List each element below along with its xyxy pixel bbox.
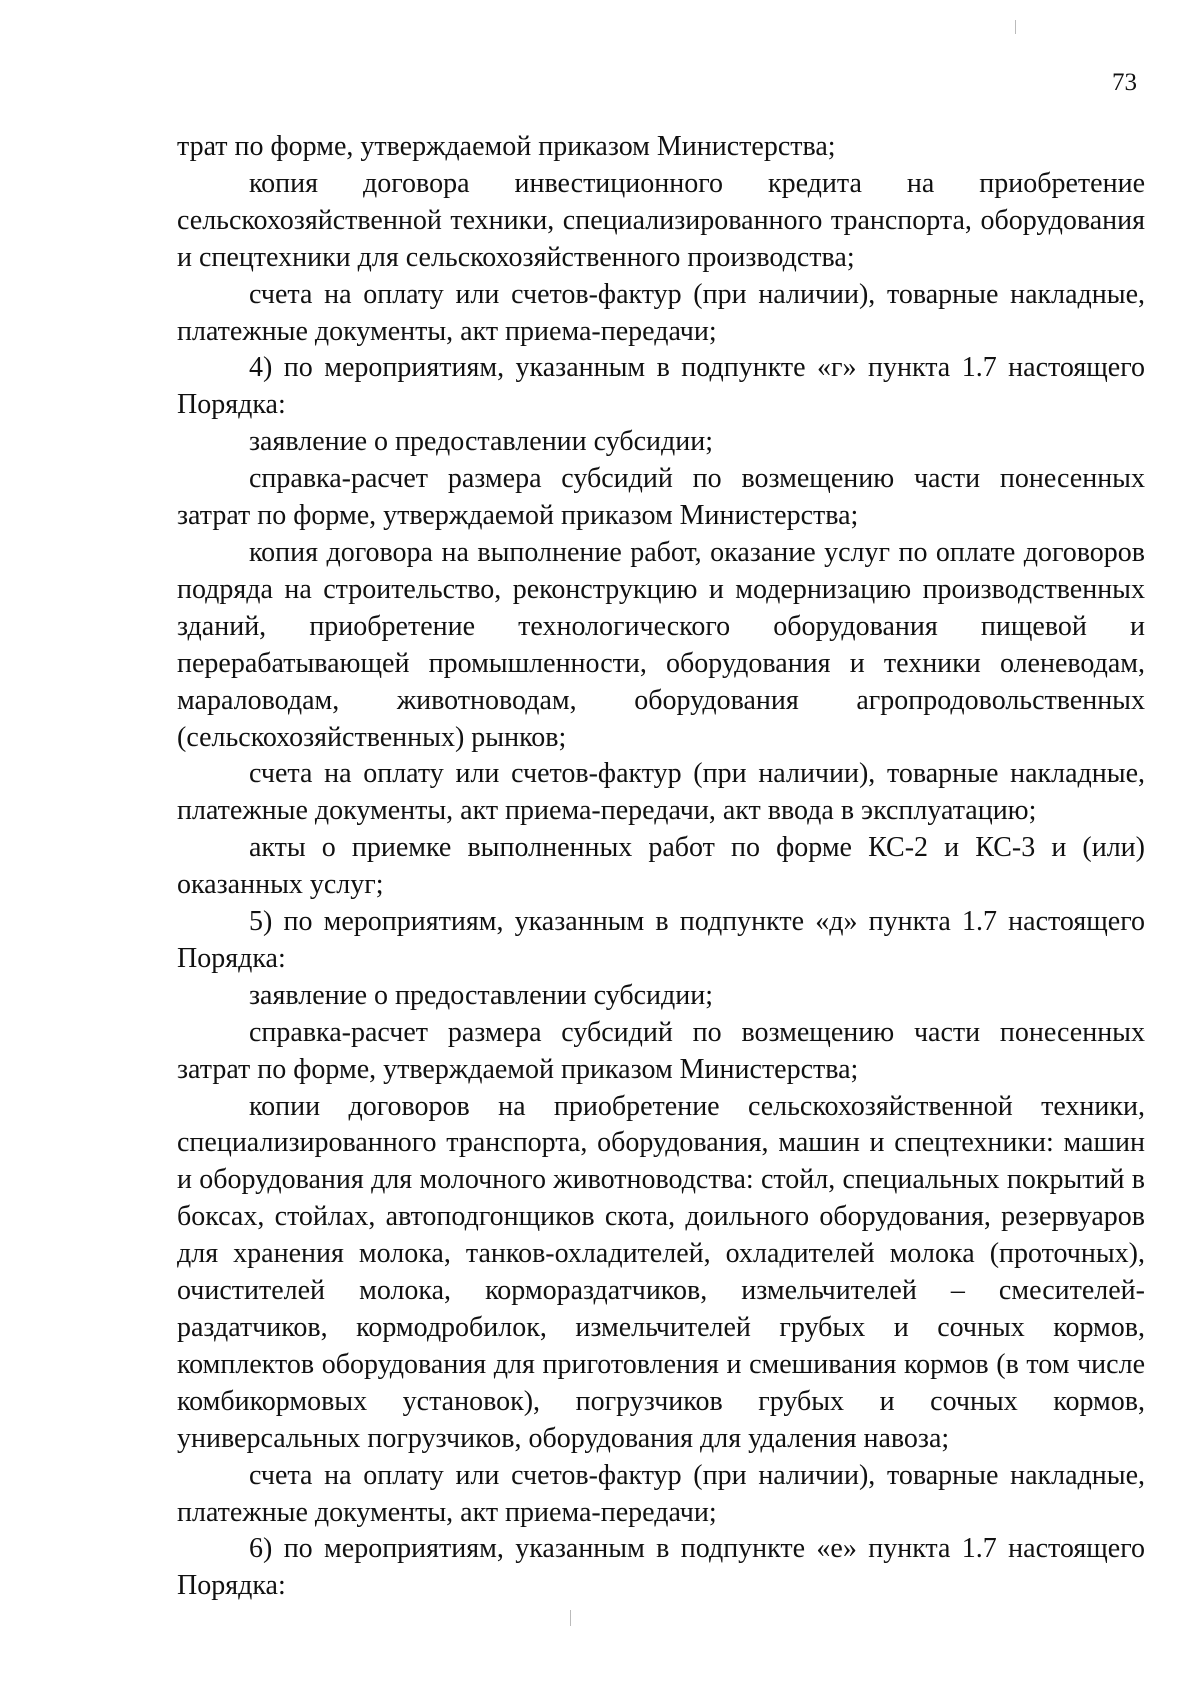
paragraph: копии договоров на приобретение сельскохозяйственной техники, специализированного транспорта, оборудования, машин и спецтехники: машин и оборудования для молочного животноводства: стойл, специальных покрытий в боксах, стойлах, автоподгонщиков скота, доильного оборудования, резервуаров для хранения молока, танков-охладителей, охладителей молока (проточных), очистителей молока, кормораздатчиков, измельчителей – смесителей-раздатчиков, кормодробилок, измельчителей грубых и сочных кормов, комплектов оборудования для приготовления и смешивания кормов (в том числе комбикормовых установок), погрузчиков грубых и сочных кормов, универсальных погрузчиков, оборудования для удаления навоза;: [177, 1090, 1145, 1454]
paragraph: заявление о предоставлении субсидии;: [249, 979, 713, 1011]
paragraph: счета на оплату или счетов-фактур (при наличии), товарные накладные, платежные документы, акт приема-передачи;: [177, 278, 1145, 347]
paragraph-continuation: трат по форме, утверждаемой приказом Министерства;: [177, 131, 836, 162]
paragraph: счета на оплату или счетов-фактур (при наличии), товарные накладные, платежные документы, акт приема-передачи, акт ввода в эксплуатацию;: [177, 758, 1145, 827]
paragraph-subitem-5: 5) по мероприятиям, указанным в подпункте «д» пункта 1.7 настоящего Порядка:: [177, 906, 1145, 974]
paragraph: копия договора на выполнение работ, оказание услуг по оплате договоров подряда на строительство, реконструкцию и модернизацию производственных зданий, приобретение технологического оборудования пищевой и перерабатывающей промышленности, оборудования и техники оленеводам, мараловодам, животноводам, оборудования агропродовольственных (сельскохозяйственных) рынков;: [177, 536, 1145, 753]
paragraph-subitem-6: 6) по мероприятиям, указанным в подпункте «е» пункта 1.7 настоящего Порядка:: [177, 1533, 1145, 1602]
scan-artifact-line: [1015, 20, 1016, 34]
document-body: [177, 129, 1145, 1605]
paragraph: справка-расчет размера субсидий по возмещению части понесенных затрат по форме, утверждаемой приказом Министерства;: [177, 463, 1145, 532]
paragraph-subitem-4: 4) по мероприятиям, указанным в подпункте «г» пункта 1.7 настоящего Порядка:: [177, 352, 1145, 421]
paragraph: справка-расчет размера субсидий по возмещению части понесенных затрат по форме, утверждаемой приказом Министерства;: [177, 1016, 1145, 1085]
paragraph: акты о приемке выполненных работ по форме КС-2 и КС-3 и (или) оказанных услуг;: [177, 832, 1145, 901]
paragraph: заявление о предоставлении субсидии;: [249, 426, 713, 458]
page-number: 73: [1112, 69, 1137, 96]
paragraph: счета на оплату или счетов-фактур (при наличии), товарные накладные, платежные документы, акт приема-передачи;: [177, 1459, 1145, 1528]
scan-artifact-line: [570, 1610, 571, 1626]
paragraph: копия договора инвестиционного кредита на приобретение сельскохозяйственной техники, специализированного транспорта, оборудования и спецтехники для сельскохозяйственного производства;: [177, 167, 1145, 273]
